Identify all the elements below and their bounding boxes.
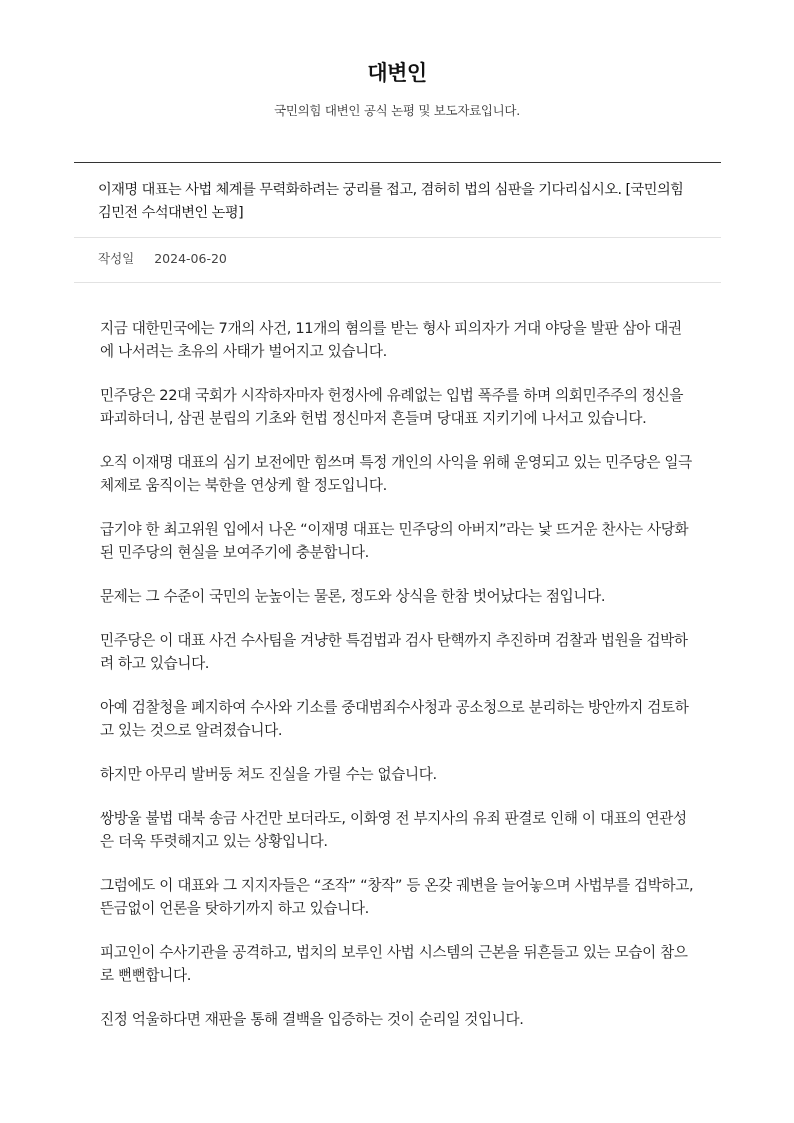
body-paragraph: 하지만 아무리 발버둥 쳐도 진실을 가릴 수는 없습니다. [100, 766, 437, 783]
date-label: 작성일 [98, 251, 135, 266]
body-paragraph: 지금 대한민국에는 7개의 사건, 11개의 혐의를 받는 형사 피의자가 거대 야당을 발판 삼아 대권에 나서려는 초유의 사태가 벌어지고 있습니다. [100, 320, 682, 360]
body-paragraph: 진정 억울하다면 재판을 통해 결백을 입증하는 것이 순리일 것입니다. [100, 1011, 524, 1028]
post-meta [74, 237, 721, 283]
site-title[interactable]: 대변인 [367, 61, 427, 85]
post-title: 이재명 대표는 사법 체계를 무력화하려는 궁리를 접고, 겸허히 법의 심판을 기다리십시오. [국민의힘 김민전 수석대변인 논평] [98, 182, 684, 221]
site-header [0, 0, 794, 120]
body-paragraph: 민주당은 22대 국회가 시작하자마자 헌정사에 유례없는 입법 폭주를 하며 의회민주주의 정신을 파괴하더니, 삼권 분립의 기초와 헌법 정신마저 흔들며 당대표 지키기에 나서고 있습니다. [100, 387, 684, 427]
post-date: 2024-06-20 [154, 251, 227, 266]
body-paragraph: 급기야 한 최고위원 입에서 나온 “이재명 대표는 민주당의 아버지”라는 낯 뜨거운 찬사는 사당화된 민주당의 현실을 보여주기에 충분합니다. [100, 521, 689, 561]
body-paragraph: 문제는 그 수준이 국민의 눈높이는 물론, 정도와 상식을 한참 벗어났다는 점입니다. [100, 588, 606, 605]
body-paragraph: 아예 검찰청을 폐지하여 수사와 기소를 중대범죄수사청과 공소청으로 분리하는 방안까지 검토하고 있는 것으로 알려졌습니다. [100, 699, 689, 739]
body-paragraph: 오직 이재명 대표의 심기 보전에만 힘쓰며 특정 개인의 사익을 위해 운영되고 있는 민주당은 일극체제로 움직이는 북한을 연상케 할 정도입니다. [100, 454, 692, 494]
site-subtitle: 국민의힘 대변인 공식 논평 및 보도자료입니다. [274, 103, 520, 118]
article [74, 162, 721, 1052]
body-paragraph: 피고인이 수사기관을 공격하고, 법치의 보루인 사법 시스템의 근본을 뒤흔들고 있는 모습이 참으로 뻔뻔합니다. [100, 944, 688, 984]
body-paragraph: 쌍방울 불법 대북 송금 사건만 보더라도, 이화영 전 부지사의 유죄 판결로 인해 이 대표의 연관성은 더욱 뚜렷해지고 있는 상황입니다. [100, 810, 687, 850]
body-paragraph: 그럼에도 이 대표와 그 지지자들은 “조작” “창작” 등 온갖 궤변을 늘어놓으며 사법부를 겁박하고, 뜬금없이 언론을 탓하기까지 하고 있습니다. [100, 877, 694, 917]
body-paragraph: 민주당은 이 대표 사건 수사팀을 겨냥한 특검법과 검사 탄핵까지 추진하며 검찰과 법원을 겁박하려 하고 있습니다. [100, 632, 688, 672]
post-body [74, 283, 721, 1031]
